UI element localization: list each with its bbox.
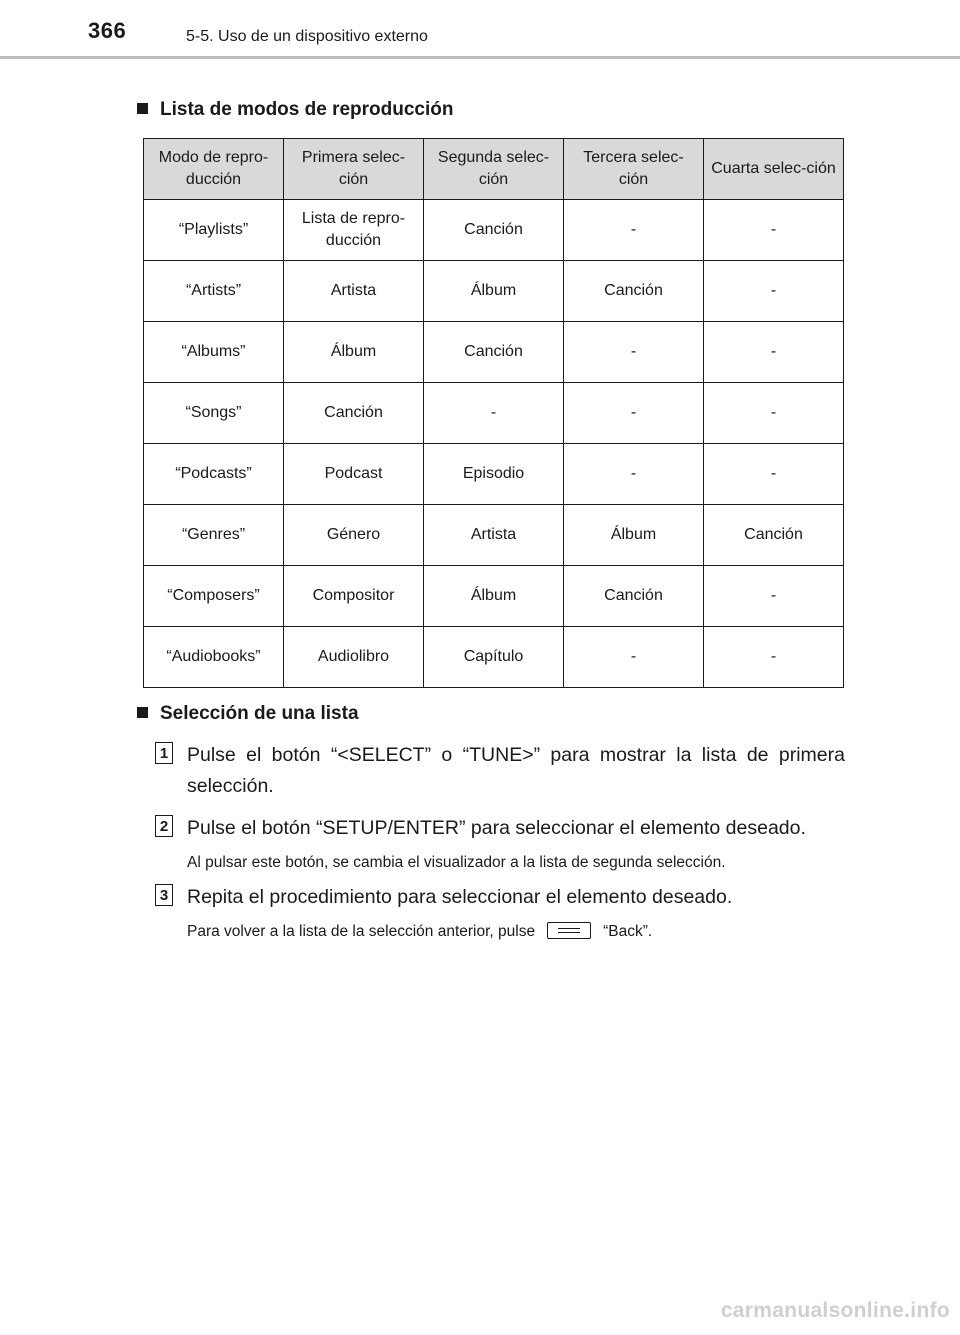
column-header: Cuarta selec-ción (704, 139, 844, 200)
running-head: 5-5. Uso de un dispositivo externo (186, 28, 428, 45)
table-cell: “Artists” (144, 261, 284, 322)
step-note-text: “Back”. (603, 923, 653, 940)
table-cell: Canción (424, 200, 564, 261)
table-cell: - (704, 261, 844, 322)
page-number: 366 (88, 18, 127, 43)
step-number-badge: 3 (155, 884, 173, 906)
step-1 (155, 740, 845, 802)
table-row (144, 200, 844, 261)
step-3 (155, 882, 845, 943)
table-cell: - (564, 627, 704, 688)
table-cell: Álbum (564, 505, 704, 566)
table-cell: Episodio (424, 444, 564, 505)
table-row (144, 444, 844, 505)
step-note-text: Para volver a la lista de la selección anterior, pulse (187, 923, 536, 940)
step-number-badge: 1 (155, 742, 173, 764)
watermark: carmanualsonline.info (720, 1299, 950, 1322)
table-cell: Género (284, 505, 424, 566)
step-text: Pulse el botón “<SELECT” o “TUNE>” para mostrar la lista de primera selección. (187, 744, 845, 797)
square-bullet-icon (137, 707, 148, 718)
table-cell: Podcast (284, 444, 424, 505)
table-row (144, 566, 844, 627)
table-cell: Artista (424, 505, 564, 566)
table-cell: - (424, 383, 564, 444)
column-header: Tercera selec-ción (564, 139, 704, 200)
table-cell: Canción (284, 383, 424, 444)
table-cell: - (564, 322, 704, 383)
column-header: Primera selec-ción (284, 139, 424, 200)
table-row (144, 322, 844, 383)
step-text: Repita el procedimiento para seleccionar el elemento deseado. (187, 886, 733, 908)
back-button-icon (547, 922, 591, 939)
step-note: Al pulsar este botón, se cambia el visualizador a la lista de segunda selección. (187, 854, 726, 871)
playback-modes-table (143, 138, 844, 688)
table-cell: Artista (284, 261, 424, 322)
table-cell: Canción (564, 566, 704, 627)
table-cell: Lista de repro-ducción (284, 200, 424, 261)
table-cell: - (704, 383, 844, 444)
table-cell: “Songs” (144, 383, 284, 444)
table-cell: - (564, 383, 704, 444)
table-cell: “Albums” (144, 322, 284, 383)
table-header-row (144, 139, 844, 200)
table-cell: “Genres” (144, 505, 284, 566)
table-cell: - (564, 200, 704, 261)
section-heading-select (137, 703, 359, 725)
table-row (144, 261, 844, 322)
table-cell: Álbum (424, 261, 564, 322)
table-cell: Canción (704, 505, 844, 566)
table-cell: - (564, 444, 704, 505)
table-row (144, 627, 844, 688)
table-cell: - (704, 627, 844, 688)
column-header: Segunda selec-ción (424, 139, 564, 200)
table-cell: Compositor (284, 566, 424, 627)
column-header: Modo de repro-ducción (144, 139, 284, 200)
table-cell: Capítulo (424, 627, 564, 688)
table-cell: Álbum (424, 566, 564, 627)
step-2 (155, 813, 845, 874)
square-bullet-icon (137, 103, 148, 114)
table-row (144, 505, 844, 566)
section-heading-text: Selección de una lista (160, 703, 359, 724)
table-cell: Canción (564, 261, 704, 322)
step-number-badge: 2 (155, 815, 173, 837)
step-note (187, 921, 845, 943)
header-rule (0, 56, 960, 59)
table-cell: “Playlists” (144, 200, 284, 261)
table-row (144, 383, 844, 444)
table-cell: - (704, 566, 844, 627)
table-cell: Álbum (284, 322, 424, 383)
table-cell: - (704, 200, 844, 261)
section-heading-text: Lista de modos de reproducción (160, 99, 454, 120)
step-text: Pulse el botón “SETUP/ENTER” para seleccionar el elemento deseado. (187, 817, 806, 839)
table-cell: Audiolibro (284, 627, 424, 688)
table-cell: “Podcasts” (144, 444, 284, 505)
table-cell: “Audiobooks” (144, 627, 284, 688)
table-cell: Canción (424, 322, 564, 383)
section-heading-modes (137, 99, 454, 121)
table-cell: - (704, 444, 844, 505)
table-cell: - (704, 322, 844, 383)
table-cell: “Composers” (144, 566, 284, 627)
